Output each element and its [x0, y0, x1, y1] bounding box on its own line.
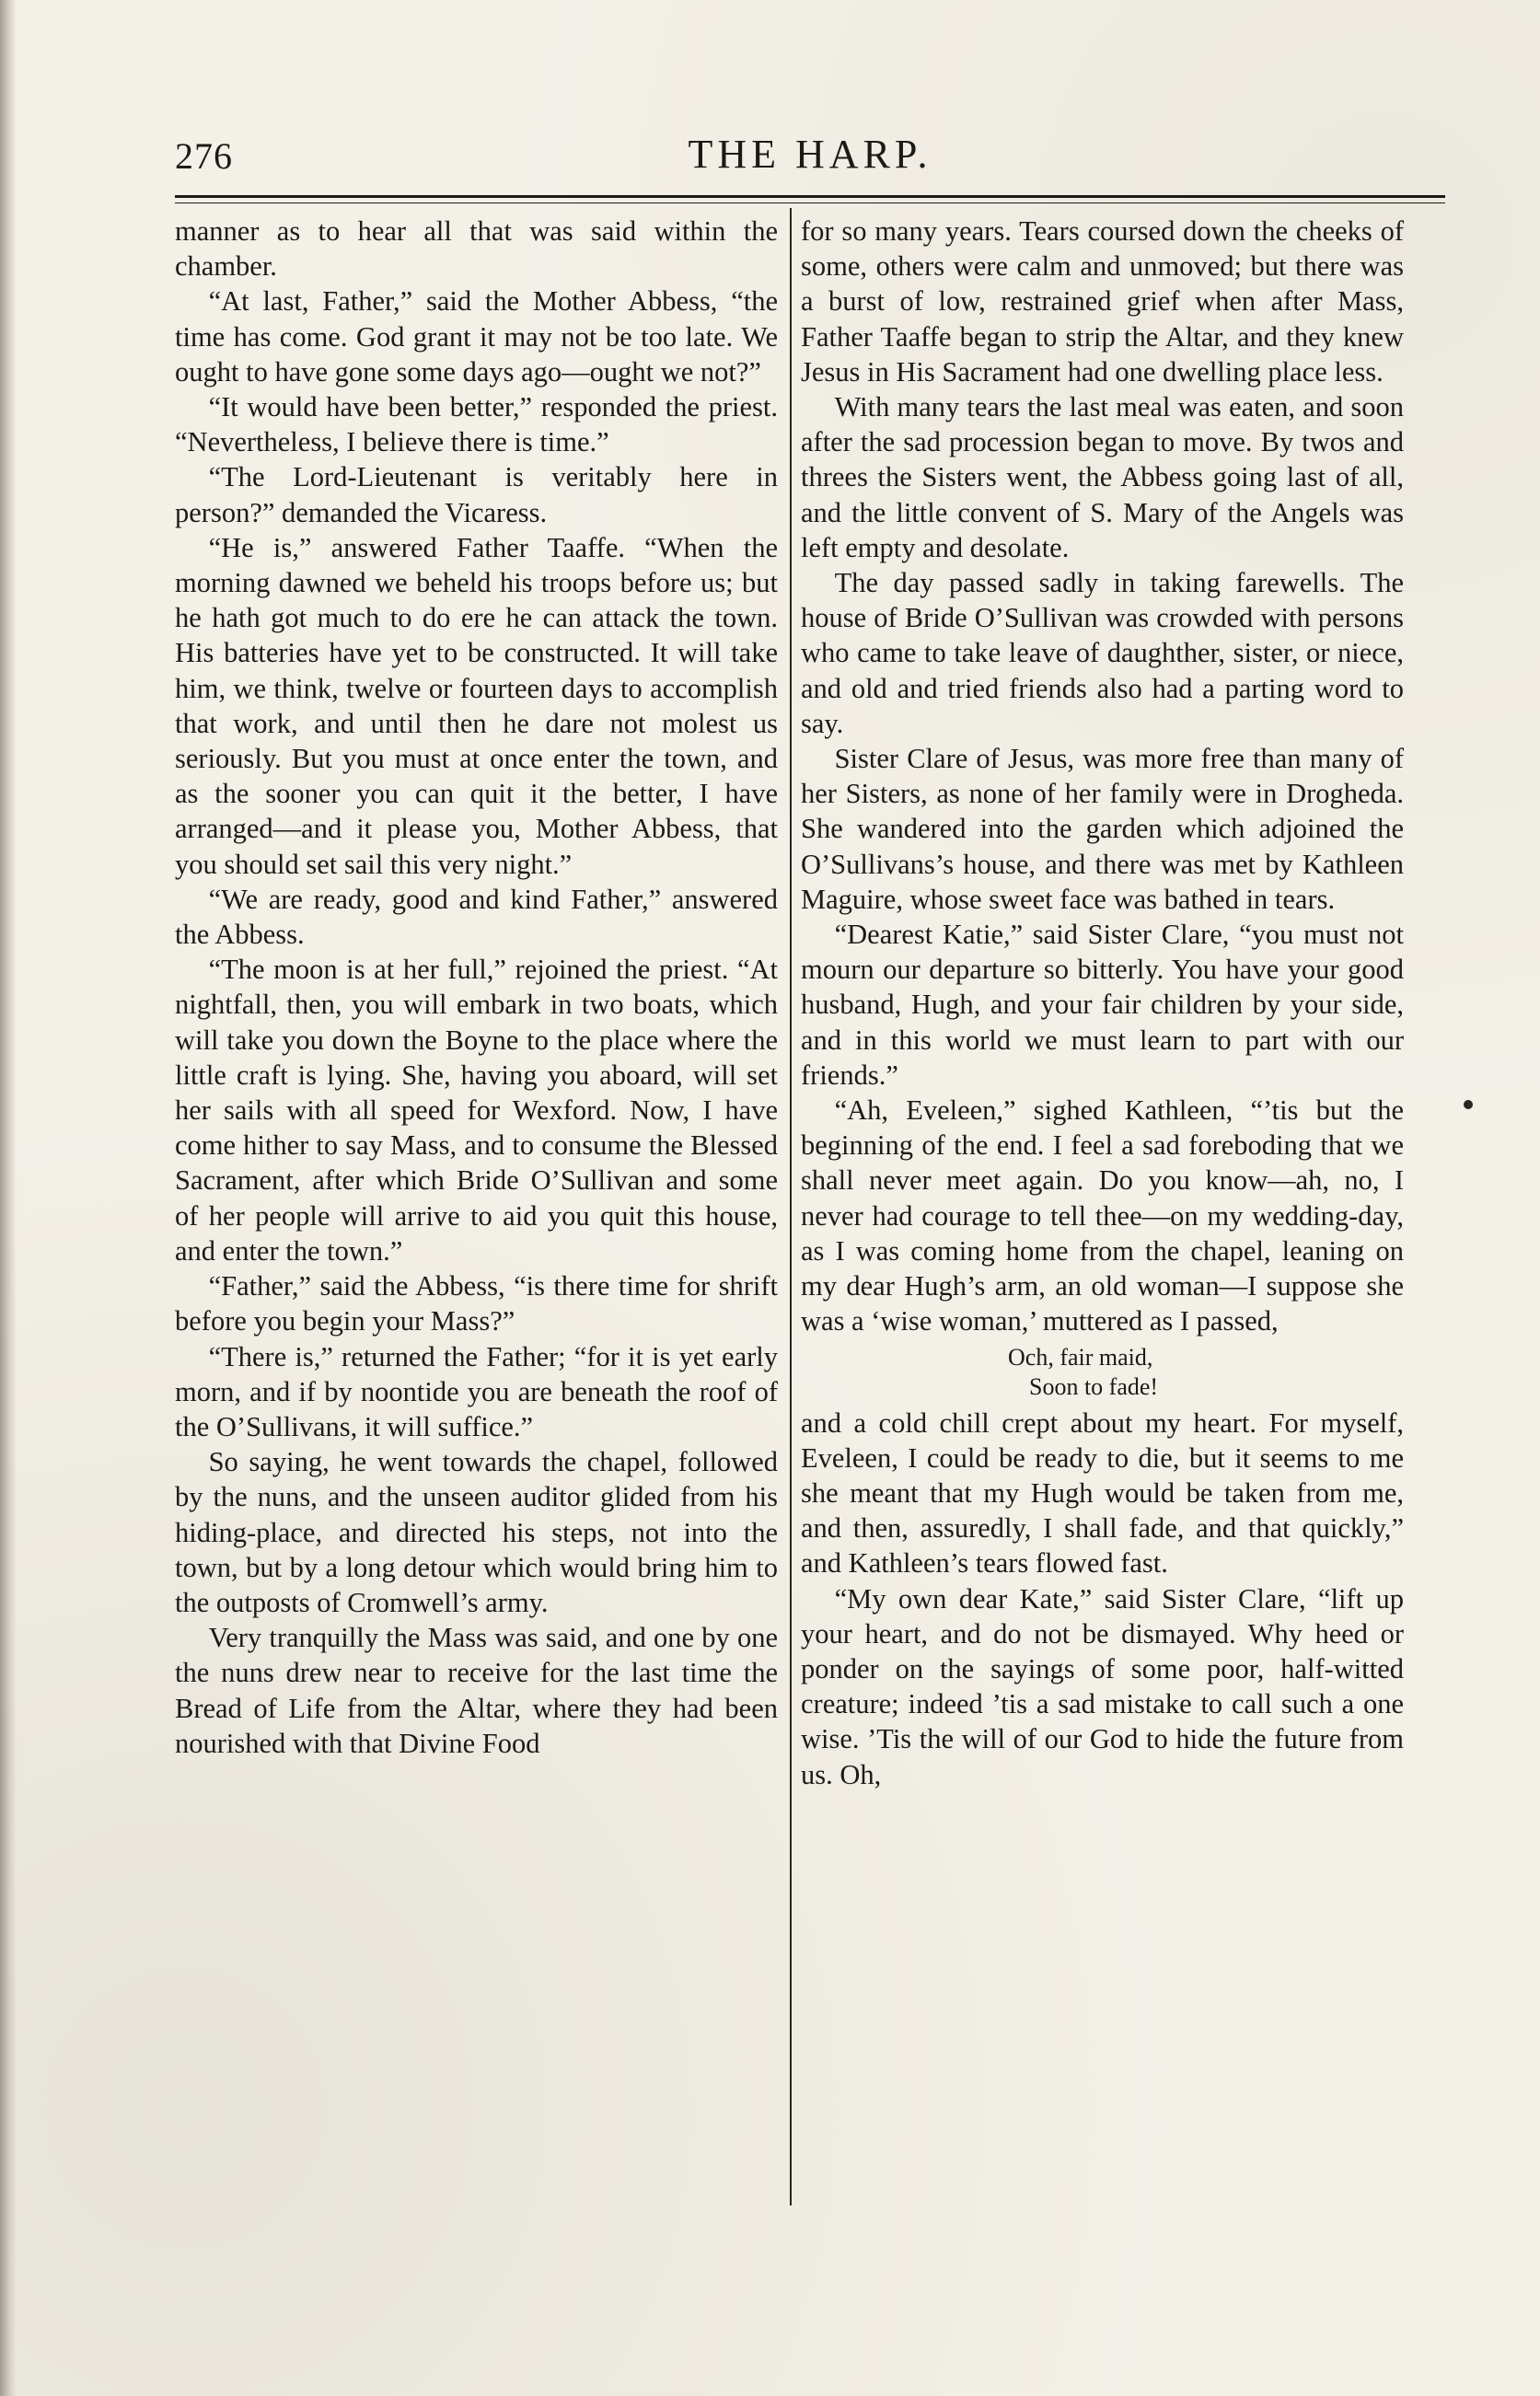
verse-line-1: Och, fair maid,	[1008, 1343, 1153, 1371]
running-title: THE HARP.	[688, 132, 932, 177]
paragraph: With many tears the last meal was eaten, and soon after the sad procession began to move. By twos and threes the Sisters went, the Abbess going last of all, and the little convent of S. Mary of the Angels was left empty and desolate.	[801, 391, 1404, 563]
ink-blot	[1464, 1100, 1473, 1109]
paragraph: “Father,” said the Abbess, “is there time for shrift before you begin your Mass?”	[175, 1270, 778, 1337]
paragraph: “The moon is at her full,” rejoined the priest. “At nightfall, then, you will embark in two boats, which will take you down the Boyne to the place where the little craft is lying. She, having you aboard, will set her sails with all speed for Wexford. Now, I have come hither to say Mass, and to consume the Blessed Sacrament, after which Bride O’Sullivan and some of her people will arrive to aid you quit this house, and enter the town.”	[175, 954, 778, 1267]
paragraph: The day passed sadly in taking farewells. The house of Bride O’Sullivan was crowded with persons who came to take leave of daughther, sister, or niece, and old and tried friends also had a parting word to say.	[801, 567, 1404, 739]
page-number: 276	[175, 135, 233, 177]
paragraph: “My own dear Kate,” said Sister Clare, “lift up your heart, and do not be dismayed. Why heed or ponder on the sayings of some poor, half-witted creature; indeed ’tis a sad mistake to call such a one wise. ’Tis the will of our God to hide the future from us. Oh,	[801, 1582, 1404, 1790]
right-column	[801, 214, 1404, 1792]
paragraph: “At last, Father,” said the Mother Abbess, “the time has come. God grant it may not be too late. We ought to have gone some days ago—ought we not?”	[175, 285, 778, 388]
paragraph: Very tranquilly the Mass was said, and one by one the nuns drew near to receive for the last time the Bread of Life from the Altar, where they had been nourished with that Divine Food	[175, 1622, 778, 1759]
paragraph: “He is,” answered Father Taaffe. “When the morning dawned we beheld his troops before us; but he hath got much to do ere he can attack the town. His batteries have yet to be constructed. It will take him, we think, twelve or fourteen days to accomplish that work, and until then he dare not molest us seriously. But you must at once enter the town, and as the sooner you can quit it the better, I have arranged—and it please you, Mother Abbess, that you should set sail this very night.”	[175, 531, 778, 880]
paragraph: “We are ready, good and kind Father,” answered the Abbess.	[175, 883, 778, 951]
paragraph: “The Lord-Lieutenant is veritably here in person?” demanded the Vicaress.	[175, 461, 778, 528]
scanned-page-edge	[0, 0, 17, 2396]
page-header	[175, 129, 1445, 193]
paragraph: “There is,” returned the Father; “for it is yet early morn, and if by noontide you are beneath the roof of the O’Sullivans, it will suffice.”	[175, 1340, 778, 1442]
paragraph: for so many years. Tears coursed down the cheeks of some, others were calm and unmoved; but there was a burst of low, restrained grief when after Mass, Father Taaffe began to strip the Altar, and they knew Jesus in His Sacrament had one dwelling place less.	[801, 215, 1404, 388]
paragraph: So saying, he went towards the chapel, followed by the nuns, and the unseen auditor glided from his hiding-place, and directed his steps, not into the town, but by a long detour which would bring him to the outposts of Cromwell’s army.	[175, 1446, 778, 1618]
right-column-upper	[801, 214, 1404, 1339]
paragraph: manner as to hear all that was said within the chamber.	[175, 215, 778, 283]
paragraph: “Dearest Katie,” said Sister Clare, “you must not mourn our departure so bitterly. You have your good husband, Hugh, and your fair children by your side, and in this world we must learn to part with our friends.”	[801, 919, 1404, 1091]
paragraph: Sister Clare of Jesus, was more free than many of her Sisters, as none of her family were in Drogheda. She wandered into the garden which adjoined the O’Sullivans’s house, and there was met by Kathleen Maguire, whose sweet face was bathed in tears.	[801, 743, 1404, 915]
left-column	[175, 214, 778, 1761]
right-column-lower	[801, 1406, 1404, 1792]
paragraph: “Ah, Eveleen,” sighed Kathleen, “’tis but the beginning of the end. I feel a sad foreboding that we shall never meet again. Do you know—ah, no, I never had courage to tell thee—on my wedding-day, as I was coming home from the chapel, leaning on my dear Hugh’s arm, an old woman—I suppose she was a ‘wise woman,’ muttered as I passed,	[801, 1094, 1404, 1337]
verse-quote	[801, 1343, 1404, 1402]
column-divider	[790, 208, 792, 2205]
verse-line-2: Soon to fade!	[1029, 1372, 1159, 1400]
paragraph: and a cold chill crept about my heart. For myself, Eveleen, I could be ready to die, but it seems to me she meant that my Hugh would be taken from me, and then, assuredly, I shall fade, and that quickly,” and Kathleen’s tears flowed fast.	[801, 1406, 1404, 1580]
header-rule	[175, 195, 1445, 198]
paragraph: “It would have been better,” responded the priest. “Nevertheless, I believe there is time.”	[175, 391, 778, 458]
